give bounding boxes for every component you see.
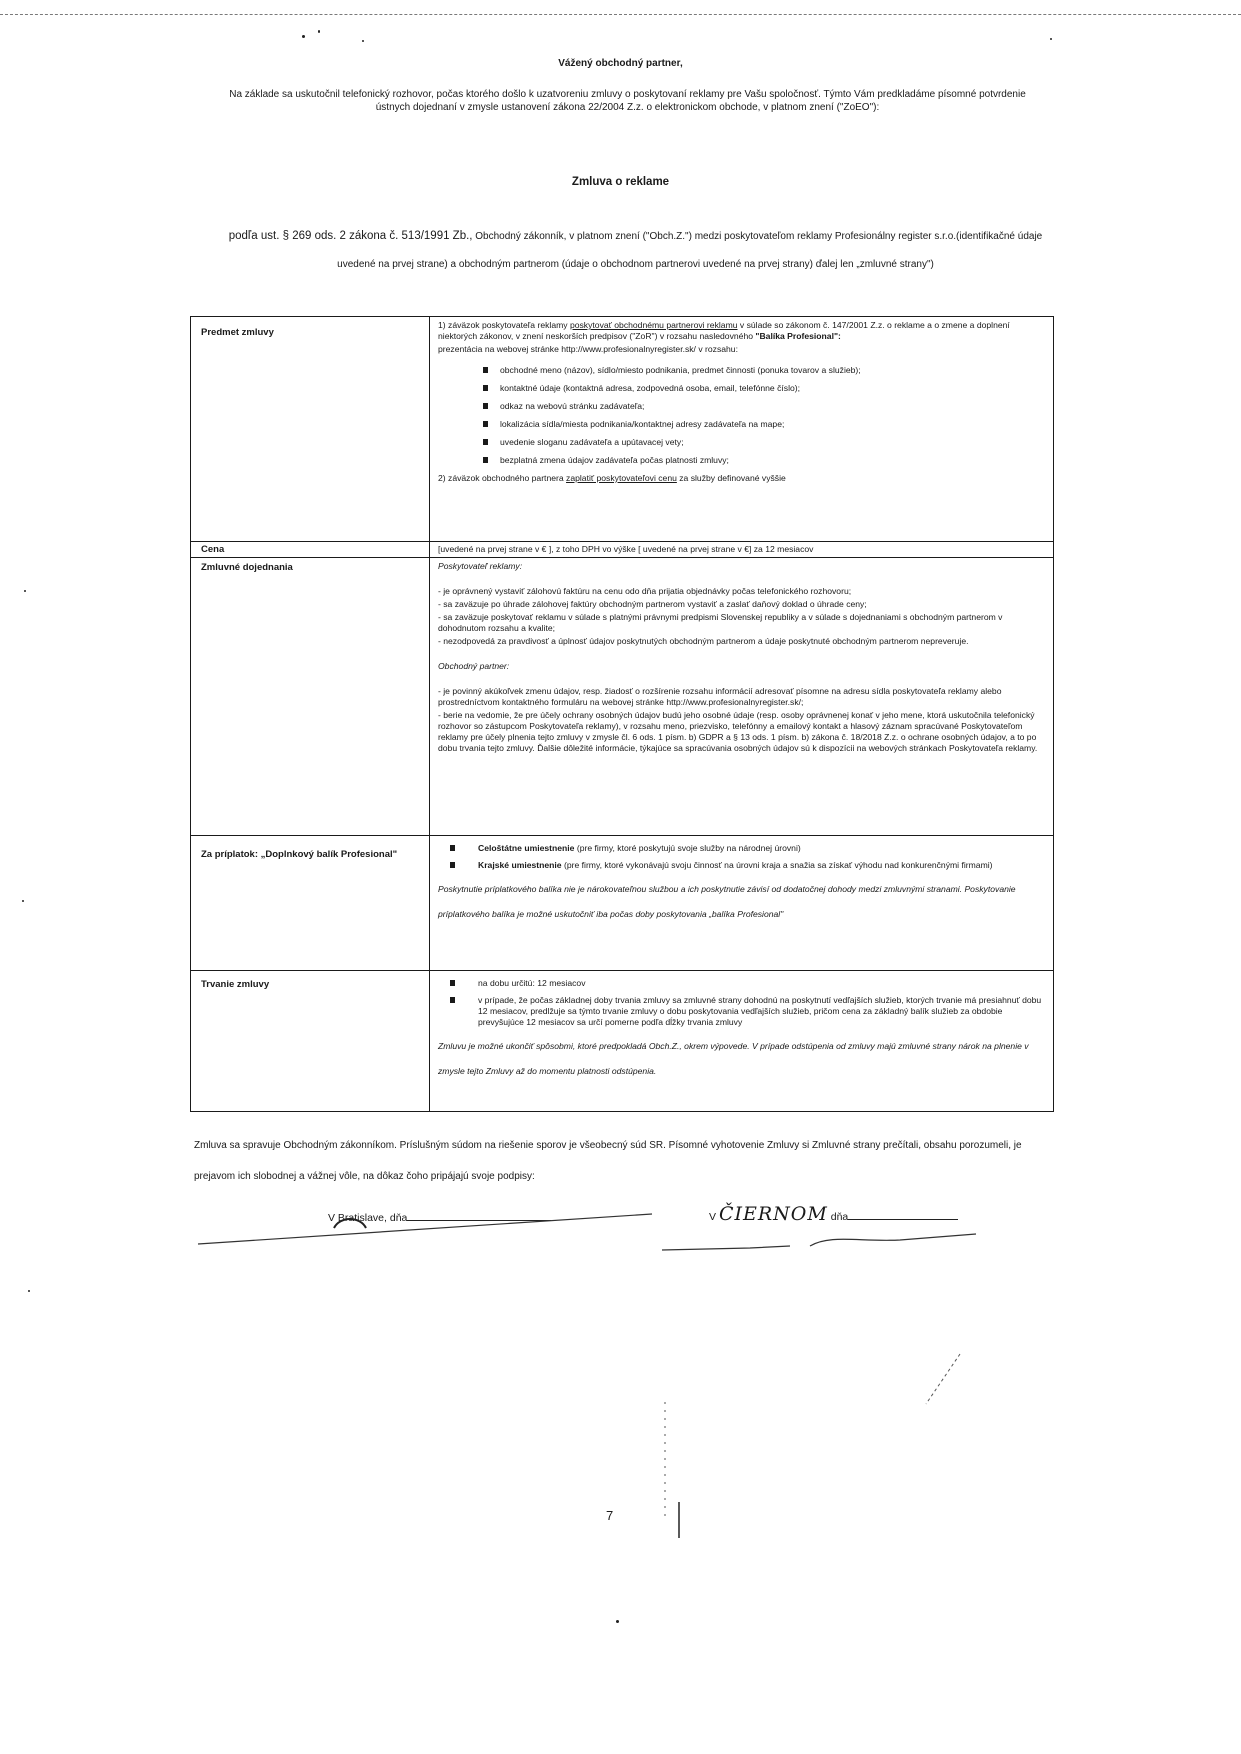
subject-paragraph-3 [438,473,1045,484]
list-item: lokalizácia sídla/miesta podnikania/kontaktnej adresy zadávateľa na mape; [490,419,1045,430]
subject-list [438,365,1045,466]
list-item: na dobu určitú: 12 mesiacov [468,978,1045,989]
scan-speck [362,40,364,42]
list-item [468,843,1045,854]
scan-mark [660,1400,670,1520]
contract-table [190,316,1054,1112]
partner-item: - berie na vedomie, že pre účely ochrany osobných údajov budú jeho osobné údaje (resp. osoby oprávnenej konať v jeho mene, ktorá uskutočnila telefonický rozhovor so zástupcom Poskytovateľa reklamy), v rozsahu meno, priezvisko, telefónny a emailový kontakt a hlasový záznam spracúvané Poskytovateľom reklamy pre účely plnenia tejto zmluvy v zmysle čl. 6 ods. 1 písm. b) GDPR a § 13 ods. 1 písm. b) zákona č. 18/2018 Z.z. o ochrane osobných údajov, a to po dobu trvania tejto zmluvy. Ďalšie dôležité informácie, týkajúce sa spracúvania osobných údajov sú k dispozícii na webových stránkach Poskytovateľa reklamy. [438,710,1038,753]
addon-note: Poskytnutie príplatkového balíka nie je nárokovateľnou službou a ich poskytnutie závisí od dodatočnej dohody medzi zmluvnými stranami. Poskytovanie príplatkového balíka je možné uskutočniť iba počas doby poskytovania „balíka Profesional" [438,884,1016,919]
table-row-subject [191,317,1054,542]
top-border [0,14,1241,15]
addon-list [438,843,1045,871]
duration-note: Zmluvu je možné ukončiť spôsobmi, ktoré predpokladá Obch.Z., okrem výpovede. V prípade odstúpenia od zmluvy majú zmluvné strany nárok na plnenie v zmysle tejto Zmluvy až do momentu platnosti odstúpenia. [438,1041,1029,1076]
scan-speck [28,1290,30,1292]
provider-item: - sa zaväzuje po úhrade zálohovej faktúry obchodným partnerom vystaviť a zaslať daňový doklad o úhrade ceny; [438,599,867,609]
date-line [848,1209,958,1220]
list-item: kontaktné údaje (kontaktná adresa, zodpovedná osoba, email, telefónne číslo); [490,383,1045,394]
scan-speck [318,30,320,33]
signature-right [709,1203,958,1225]
addon-name: Krajské umiestnenie [478,860,562,870]
greeting: Vážený obchodný partner, [558,58,683,69]
row-content [430,558,1054,836]
row-content [430,317,1054,542]
provider-item: - nezodpovedá za pravdivosť a úplnosť údajov poskytnutých obchodným partnerom a údaje poskytnuté obchodným partnerom nepreveruje. [438,636,969,646]
list-item: odkaz na webovú stránku zadávateľa; [490,401,1045,412]
contract-title: Zmluva o reklame [571,176,670,188]
underlined-text: zaplatiť poskytovateľovi cenu [566,473,677,483]
contract-preamble [218,222,1053,279]
row-label: Predmet zmluvy [191,317,430,542]
text-span: v súlade so zákonom č. 147/2001 Z.z. o reklame a o zmene a doplnení niektorých zákonov, v znení neskorších predpisov ("ZoR") v rozsahu nasledovného [438,320,1010,341]
signature-stroke-left [196,1208,656,1248]
preamble-lead: podľa ust. § 269 ods. 2 zákona č. 513/1991 Zb., [228,230,473,242]
package-name: "Balíka Profesional": [755,331,841,341]
page-mark: 7 [606,1508,614,1523]
closing-paragraph: Zmluva sa spravuje Obchodným zákonníkom. Príslušným súdom na riešenie sporov je všeobecný súd SR. Písomné vyhotovenie Zmluvy si Zmluvné strany prečítali, obsahu porozumeli, je prejavom ich slobodnej a vážnej vôle, na dôkaz čoho pripájajú svoje podpisy: [194,1140,1022,1182]
list-item: v prípade, že počas základnej doby trvania zmluvy sa zmluvné strany dohodnú na poskytnutí vedľajších služieb, ktorých trvanie má presiahnuť dobu 12 mesiacov, predlžuje sa týmto trvanie zmluvy o dobu poskytovania vedľajších služieb, pričom cena za základný balík služieb za obdobie prevyšujúce 12 mesiacov sa určí pomerne podľa dĺžky trvania zmluvy [468,995,1045,1028]
table-row-addon [191,836,1054,971]
row-label: Trvanie zmluvy [191,971,430,1112]
table-row-price [191,542,1054,558]
price-text: [uvedené na prvej strane v € ], z toho DPH vo výške [ uvedené na prvej strane v €] za 12 mesiacov [430,542,1054,558]
list-item [468,860,1045,871]
list-item: obchodné meno (názov), sídlo/miesto podnikania, predmet činnosti (ponuka tovarov a služieb); [490,365,1045,376]
sign-date-label: dňa [830,1211,849,1223]
addon-name: Celoštátne umiestnenie [478,843,575,853]
partner-item: - je povinný akúkoľvek zmenu údajov, resp. žiadosť o rozšírenie rozsahu informácií adresovať písomne na adresu sídla poskytovateľa reklamy alebo prostredníctvom kontaktného formuláru na webovej stránke http://www.profesionalnyregister.sk/; [438,686,1002,707]
handwritten-place: ČIERNOM [718,1203,828,1225]
scan-mark [920,1350,970,1410]
scan-speck [616,1620,619,1623]
scan-speck [1050,38,1052,40]
partner-heading: Obchodný partner: [438,661,510,671]
row-label: Zmluvné dojednania [191,558,430,836]
row-content [430,971,1054,1112]
list-item: uvedenie sloganu zadávateľa a upútavacej vety; [490,437,1045,448]
subject-paragraph-1 [438,320,1045,342]
scan-mark [676,1500,682,1540]
text-span: 2) záväzok obchodného partnera [438,473,567,483]
provider-heading: Poskytovateľ reklamy: [438,561,523,571]
provider-item: - sa zaväzuje poskytovať reklamu v súlade s platnými právnymi predpismi Slovenskej republiky a v súlade s dojednaniami s obchodným partnerom v dohodnutom rozsahu a kvalite; [438,612,1003,633]
row-label: Za príplatok: „Doplnkový balík Profesional" [191,836,430,971]
sign-place-label: V Bratislave, dňa [328,1212,408,1224]
underlined-text: poskytovať obchodnému partnerovi reklamu [569,320,738,330]
scan-speck [22,900,24,902]
addon-desc: (pre firmy, ktoré poskytujú svoje služby na národnej úrovni) [574,843,801,853]
scan-speck [24,590,26,592]
row-content [430,836,1054,971]
text-span: za služby definované vyššie [676,473,786,483]
subject-paragraph-2: prezentácia na webovej stránke http://www.profesionalnyregister.sk/ v rozsahu: [438,344,738,354]
scan-speck [302,35,305,38]
signature-stroke-right [660,1226,980,1254]
text-span: 1) záväzok poskytovateľa reklamy [438,320,570,330]
list-item: bezplatná zmena údajov zadávateľa počas platnosti zmluvy; [490,455,1045,466]
sign-place-prefix: V [709,1211,717,1223]
table-row-duration [191,971,1054,1112]
table-row-terms [191,558,1054,836]
provider-item: - je oprávnený vystaviť zálohovú faktúru na cenu odo dňa prijatia objednávky počas telefonického rozhovoru; [438,586,852,596]
duration-list [438,978,1045,1028]
addon-desc: (pre firmy, ktoré vykonávajú svoju činnosť na úrovni kraja a snažia sa získať výhodu nad konkurenčnými firmami) [561,860,993,870]
row-label: Cena [191,542,430,558]
preamble-text: Obchodný zákonník, v platnom znení ("Obch.Z.") medzi poskytovateľom reklamy Profesionálny register s.r.o.(identifikačné údaje uvedené na prvej strane) a obchodným partnerom (údaje o obchodnom partnerovi uvedené na prvej strany) ďalej len „zmluvné strany") [337,231,1043,270]
intro-paragraph: Na základe sa uskutočnil telefonický rozhovor, počas ktorého došlo k uzatvoreniu zmluvy o poskytovaní reklamy pre Vašu spoločnosť. Týmto Vám predkladáme písomné potvrdenie ústnych dojednaní v zmysle ustanovení zákona 22/2004 Z.z. o elektronickom obchode, v platnom znení ("ZoEO"): [229,89,1026,113]
